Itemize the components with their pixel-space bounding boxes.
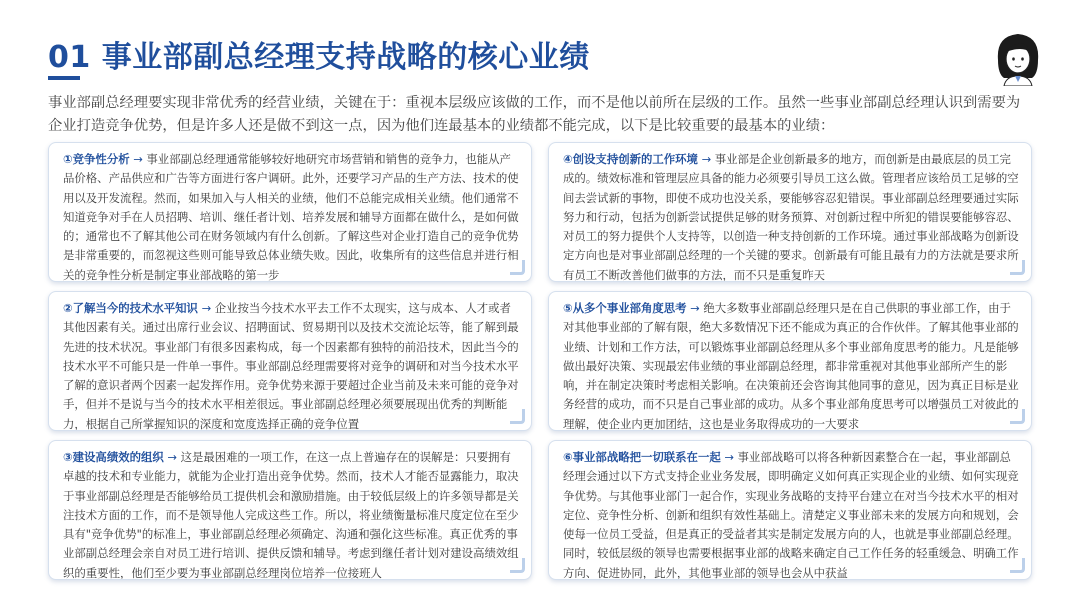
avatar-icon <box>994 30 1042 86</box>
card-heading: ⑤从多个事业部角度思考 <box>563 301 687 315</box>
card-innovation-environment <box>548 142 1032 282</box>
card-heading: ②了解当今的技术水平知识 <box>63 301 198 315</box>
arrow-icon: → <box>163 450 181 464</box>
card-competitive-analysis <box>48 142 532 282</box>
card-body: 这是最困难的一项工作，在这一点上普遍存在的误解是：只要拥有卓越的技术和专业能力，就能为企业打造出竞争优势。然而，技术人才能否显露能力，取决于事业部副总经理是否能够给员工提供机会和激励措施。由于较低层级上的许多领导都是关注技术方面的工作，而不是领导他人完成这些工作。所以，将业绩衡量标准尺度定位在至少具有"竞争优势"的标准上，事业部副总经理必须确定、沟通和强化这些标准。真正优秀的事业部副总经理会亲自对员工进行培训、提供反馈和辅导。考虑到继任者计划对建设高绩效组织的重要性，他们至少要为事业部副总经理岗位培养一位接班人 <box>63 450 519 580</box>
card-body: 事业部战略可以将各种新因素整合在一起，事业部副总经理会通过以下方式支持企业业务发展，即明确定义如何真正实现企业的业绩、如何实现竞争优势。与其他事业部门一起合作，实现业务战略的支持平台建立在对当今技术水平的相对定位、竞争性分析、创新和组织有效性基础上。清楚定义事业部未来的发展方向和规划，会使每一位员工受益，但是真正的受益者其实是制定发展方向的人，也就是事业部副总经理。同时，较低层级的领导也需要根据事业部的战略来确定自己工作任务的轻重缓急、明确工作方向、促进协同，此外，其他事业部的领导也会从中获益 <box>563 450 1019 580</box>
card-division-strategy <box>548 440 1032 580</box>
card-body: 企业按当今技术水平去工作不太现实，这与成本、人才或者其他因素有关。通过出席行业会议、招聘面试、贸易期刊以及技术交流论坛等，能了解到最先进的技术状况。事业部门有很多因素构成，每一个因素都有独特的前沿技术，因此当今的技术水平不可能只是一件单一事件。事业部副总经理需要将对竞争的调研和对当今技术水平了解的意识者两个因素一起发挥作用。竞争优势来源于要超过企业当前及未来可能的竞争对手，但并不是说与当今的技术水平相差很远。事业部副总经理必须要展现出优秀的判断能力，根据自己所掌握知识的深度和宽度选择正确的竞争位置 <box>63 301 519 431</box>
card-text <box>563 150 1019 282</box>
page-title: 01 事业部副总经理支持战略的核心业绩 <box>48 40 590 75</box>
card-heading: ④创设支持创新的工作环境 <box>563 152 698 166</box>
card-tech-knowledge <box>48 291 532 431</box>
card-multi-division-thinking <box>548 291 1032 431</box>
title-underline <box>48 76 80 80</box>
arrow-icon: → <box>720 450 738 464</box>
card-text <box>63 150 519 282</box>
card-body: 绝大多数事业部副总经理只是在自己供职的事业部工作，由于对其他事业部的了解有限，绝大多数情况下还不能成为真正的合作伙伴。了解其他事业部的业绩、计划和工作方法，可以锻炼事业部副总经理从多个事业部角度思考的能力。凡是能够做出最好决策、实现最宏伟业绩的事业部副总经理，都非常重视对其他事业部所产生的影响，并在制定决策时考虑相关影响。在决策前还会咨询其他同事的意见，因为真正目标是业务经营的成功，而不只是自己事业部的成功。从多个事业部角度思考可以增强员工对彼此的理解，使企业内更加团结，这也是业务取得成功的一大要求 <box>563 301 1019 431</box>
arrow-icon: → <box>129 152 147 166</box>
card-heading: ⑥事业部战略把一切联系在一起 <box>563 450 721 464</box>
card-heading: ③建设高绩效的组织 <box>63 450 164 464</box>
arrow-icon: → <box>697 152 715 166</box>
card-high-performance-org <box>48 440 532 580</box>
card-body: 事业部副总经理通常能够较好地研究市场营销和销售的竞争力，也能从产品价格、产品供应和广告等方面进行客户调研。此外，还要学习产品的生产方法、技术的使用以及开发流程。然而，如果加入与人相关的业绩，他们不总能完成相关业绩。他们通常不知道竞争对手在人员招聘、培训、继任者计划、培养发展和辅导方面都在做什么，是如何做的；通常也不了解其他公司在财务领域内有什么创新。了解这些对企业打造自己的竞争优势是非常重要的，而忽视这些则可能导致总体业绩失败。因此，收集所有的这些信息并进行相关的竞争性分析是制定事业部战略的第一步 <box>63 152 519 282</box>
card-text <box>63 448 519 580</box>
card-text <box>63 299 519 431</box>
card-heading: ①竞争性分析 <box>63 152 130 166</box>
card-text <box>563 448 1019 580</box>
arrow-icon: → <box>686 301 704 315</box>
arrow-icon: → <box>197 301 215 315</box>
intro-paragraph: 事业部副总经理要实现非常优秀的经营业绩，关键在于：重视本层级应该做的工作，而不是他以前所在层级的工作。虽然一些事业部副总经理认识到需要为企业打造竞争优势，但是许多人还是做不到这一点，因为他们连最基本的业绩都不能完成，以下是比较重要的最基本的业绩： <box>48 95 1021 134</box>
card-text <box>563 299 1019 431</box>
card-body: 事业部是企业创新最多的地方，而创新是由最底层的员工完成的。绩效标准和管理层应具备的能力必须要引导员工这么做。管理者应该给员工足够的空间去尝试新的事物，即使不成功也没关系，要能够容忍犯错误。事业部副总经理要通过实际努力和行动，包括为创新尝试提供足够的财务预算、对创新过程中所犯的错误要能够容忍、对员工的努力提供个人支持等，以创造一种支持创新的工作环境。通过事业部战略为创新设定方向也是对事业部副总经理的一个关键的要求。创新最有可能且最有力的方法就是要求所有员工不断改善他们做事的方法，而不只是重复昨天 <box>563 152 1019 282</box>
